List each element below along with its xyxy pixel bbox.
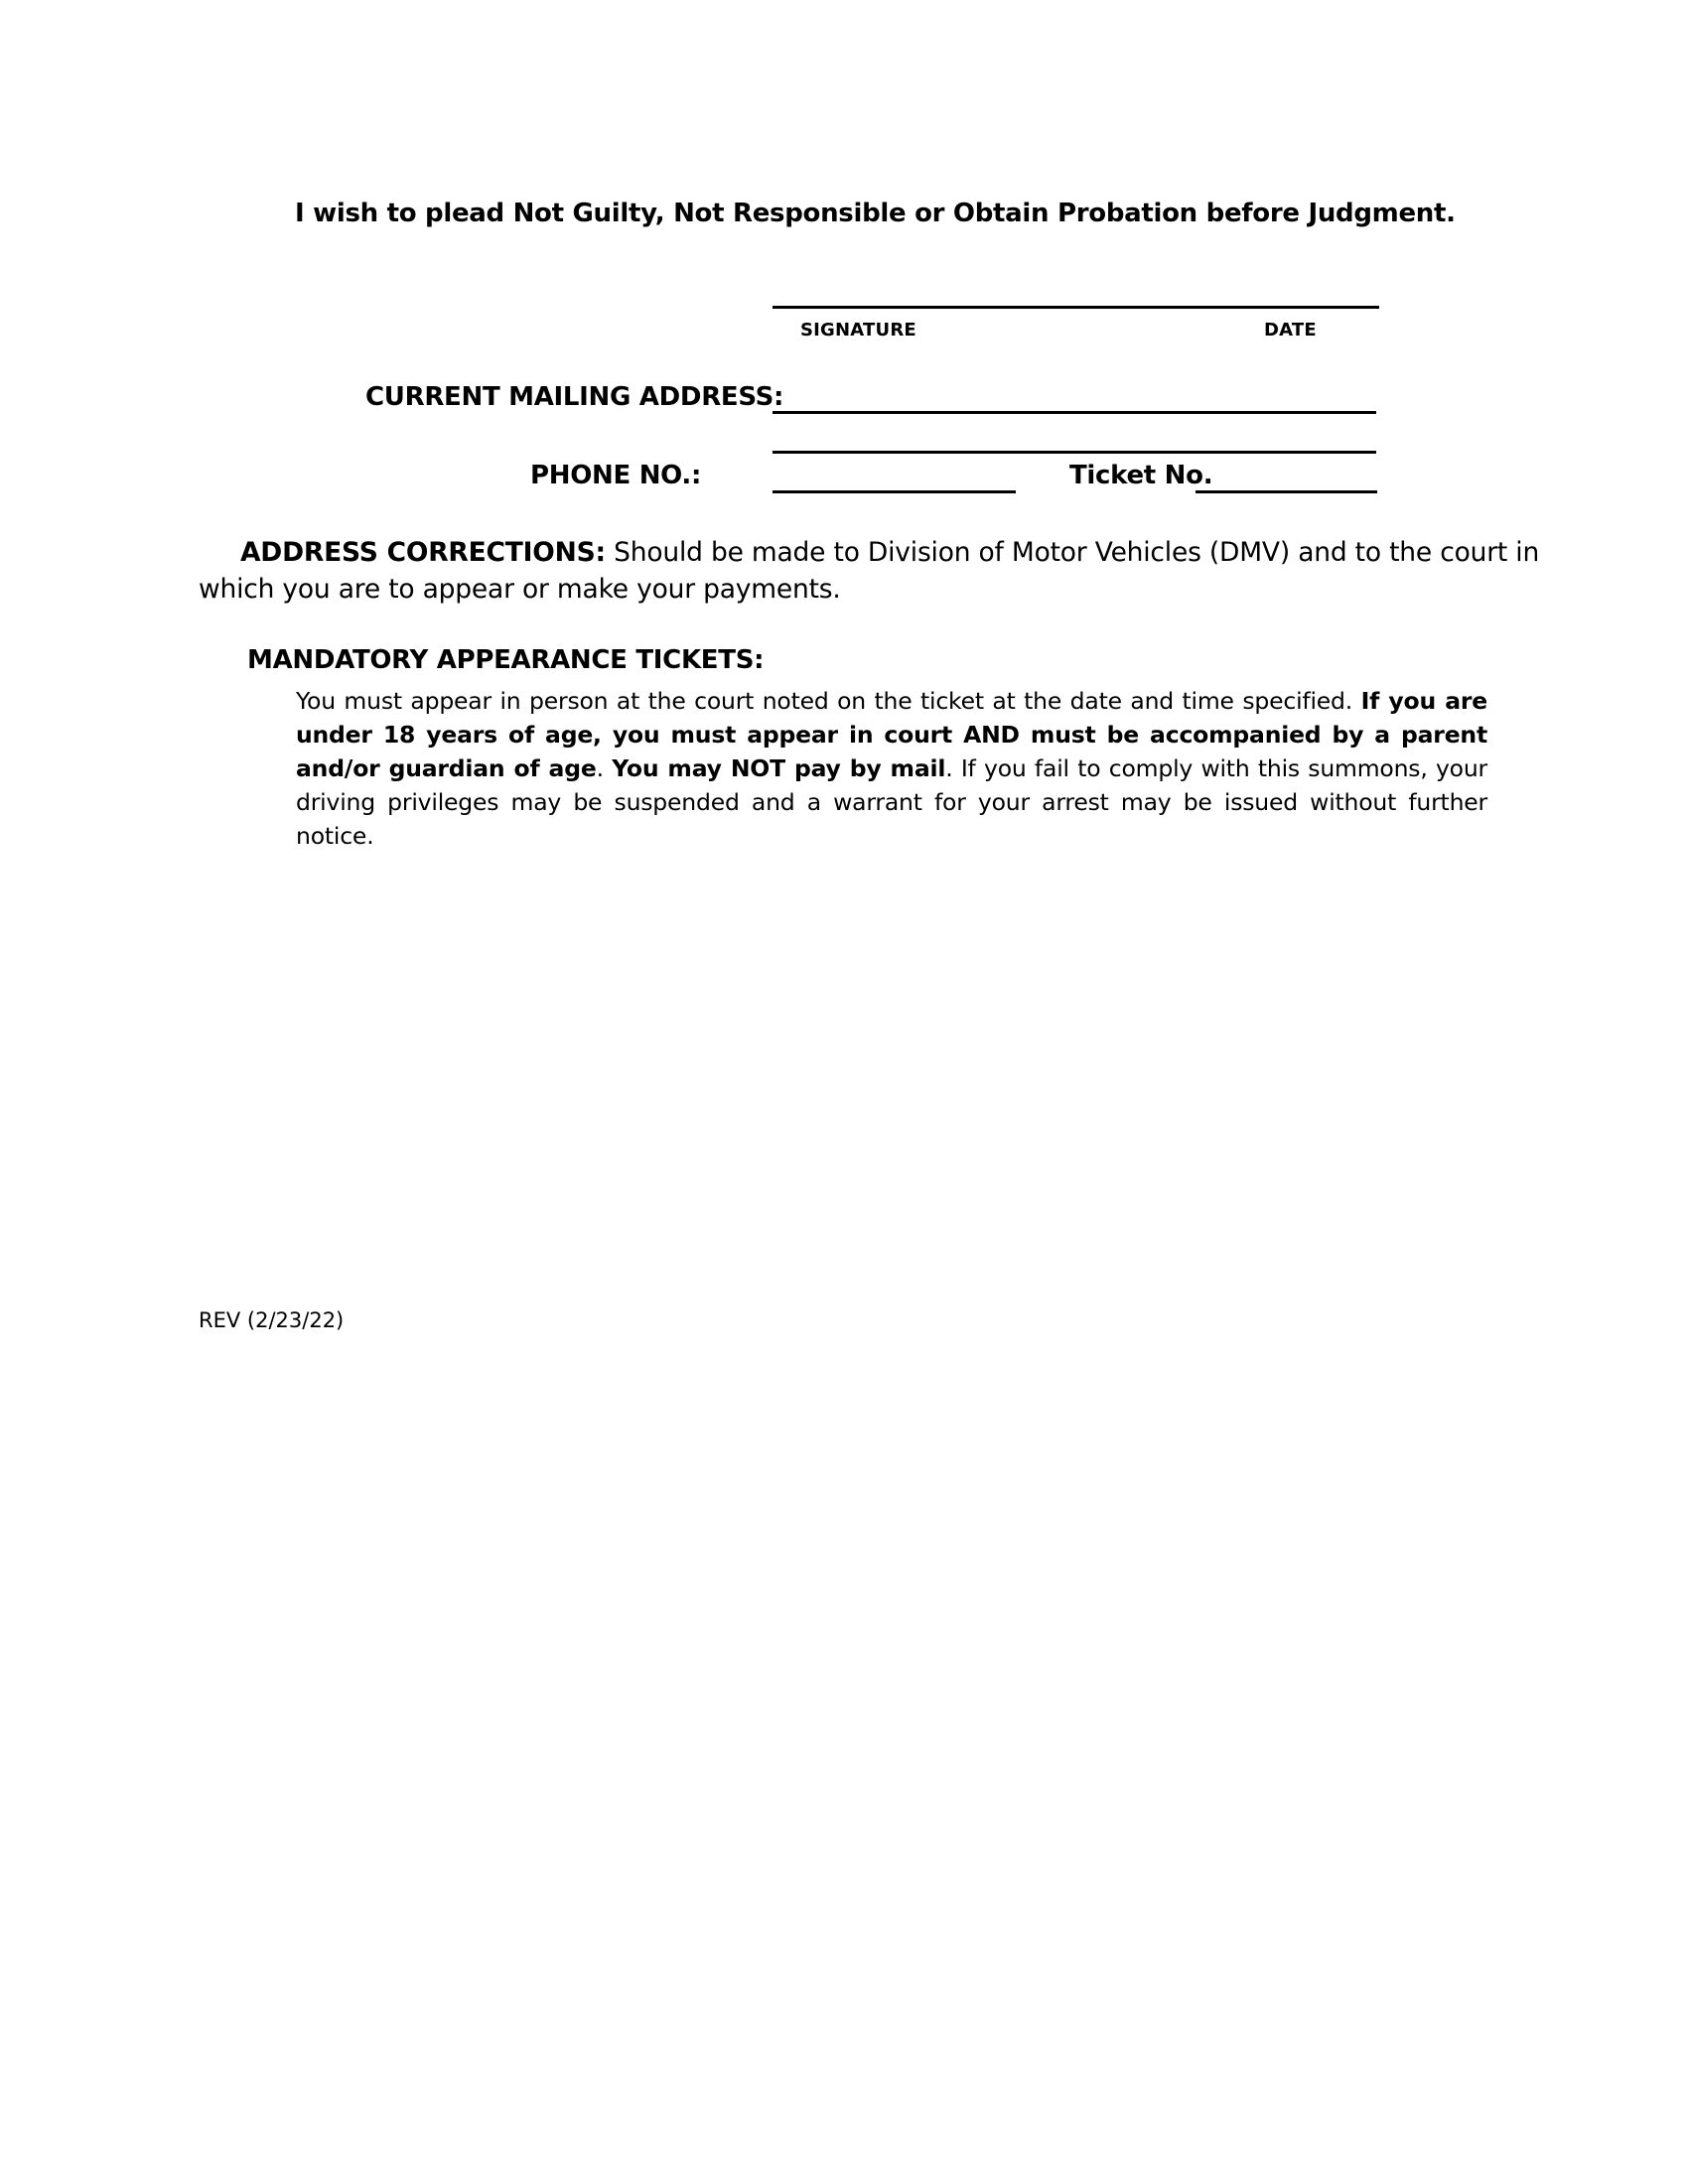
ticket-line[interactable] (1196, 490, 1377, 493)
phone-label: PHONE NO.: (530, 461, 702, 490)
mandatory-title: MANDATORY APPEARANCE TICKETS: (247, 645, 765, 675)
address-corrections-line-1 (199, 534, 1540, 571)
address-corrections-title: ADDRESS CORRECTIONS: (240, 537, 606, 568)
mandatory-text-1: You must appear in person at the court noted on the ticket at the date and time specified. (296, 687, 1361, 715)
date-label: DATE (1264, 320, 1317, 341)
mandatory-text-5: . If you fail to comply with this summons, your driving privileges may be suspended and a warrant for your arrest may be issued without further notice. (296, 754, 1488, 850)
signature-line[interactable] (773, 306, 1379, 309)
address-corrections-text-1: Should be made to Division of Motor Vehicles (DMV) and to the court in (605, 537, 1540, 568)
mandatory-paragraph (296, 684, 1487, 853)
mandatory-text-minors: If you are under 18 years of age, you must appear in court AND must be accompanied by a parent and/or guardian of age (296, 687, 1487, 782)
mailing-address-line-1[interactable] (773, 411, 1376, 414)
page-heading: I wish to plead Not Guilty, Not Responsible or Obtain Probation before Judgment. (295, 199, 1456, 228)
phone-line[interactable] (773, 490, 1016, 493)
address-corrections-line-2: which you are to appear or make your payments. (199, 574, 841, 605)
signature-label: SIGNATURE (800, 320, 916, 341)
mailing-address-line-2[interactable] (773, 451, 1376, 454)
mandatory-text-3: . (596, 754, 613, 782)
mailing-address-label: CURRENT MAILING ADDRESS: (365, 382, 784, 412)
revision-date: REV (2/23/22) (199, 1308, 345, 1332)
mandatory-text-no-mail: You may NOT pay by mail (612, 754, 946, 782)
address-corrections-paragraph (199, 534, 1540, 608)
ticket-label: Ticket No. (1069, 461, 1213, 490)
